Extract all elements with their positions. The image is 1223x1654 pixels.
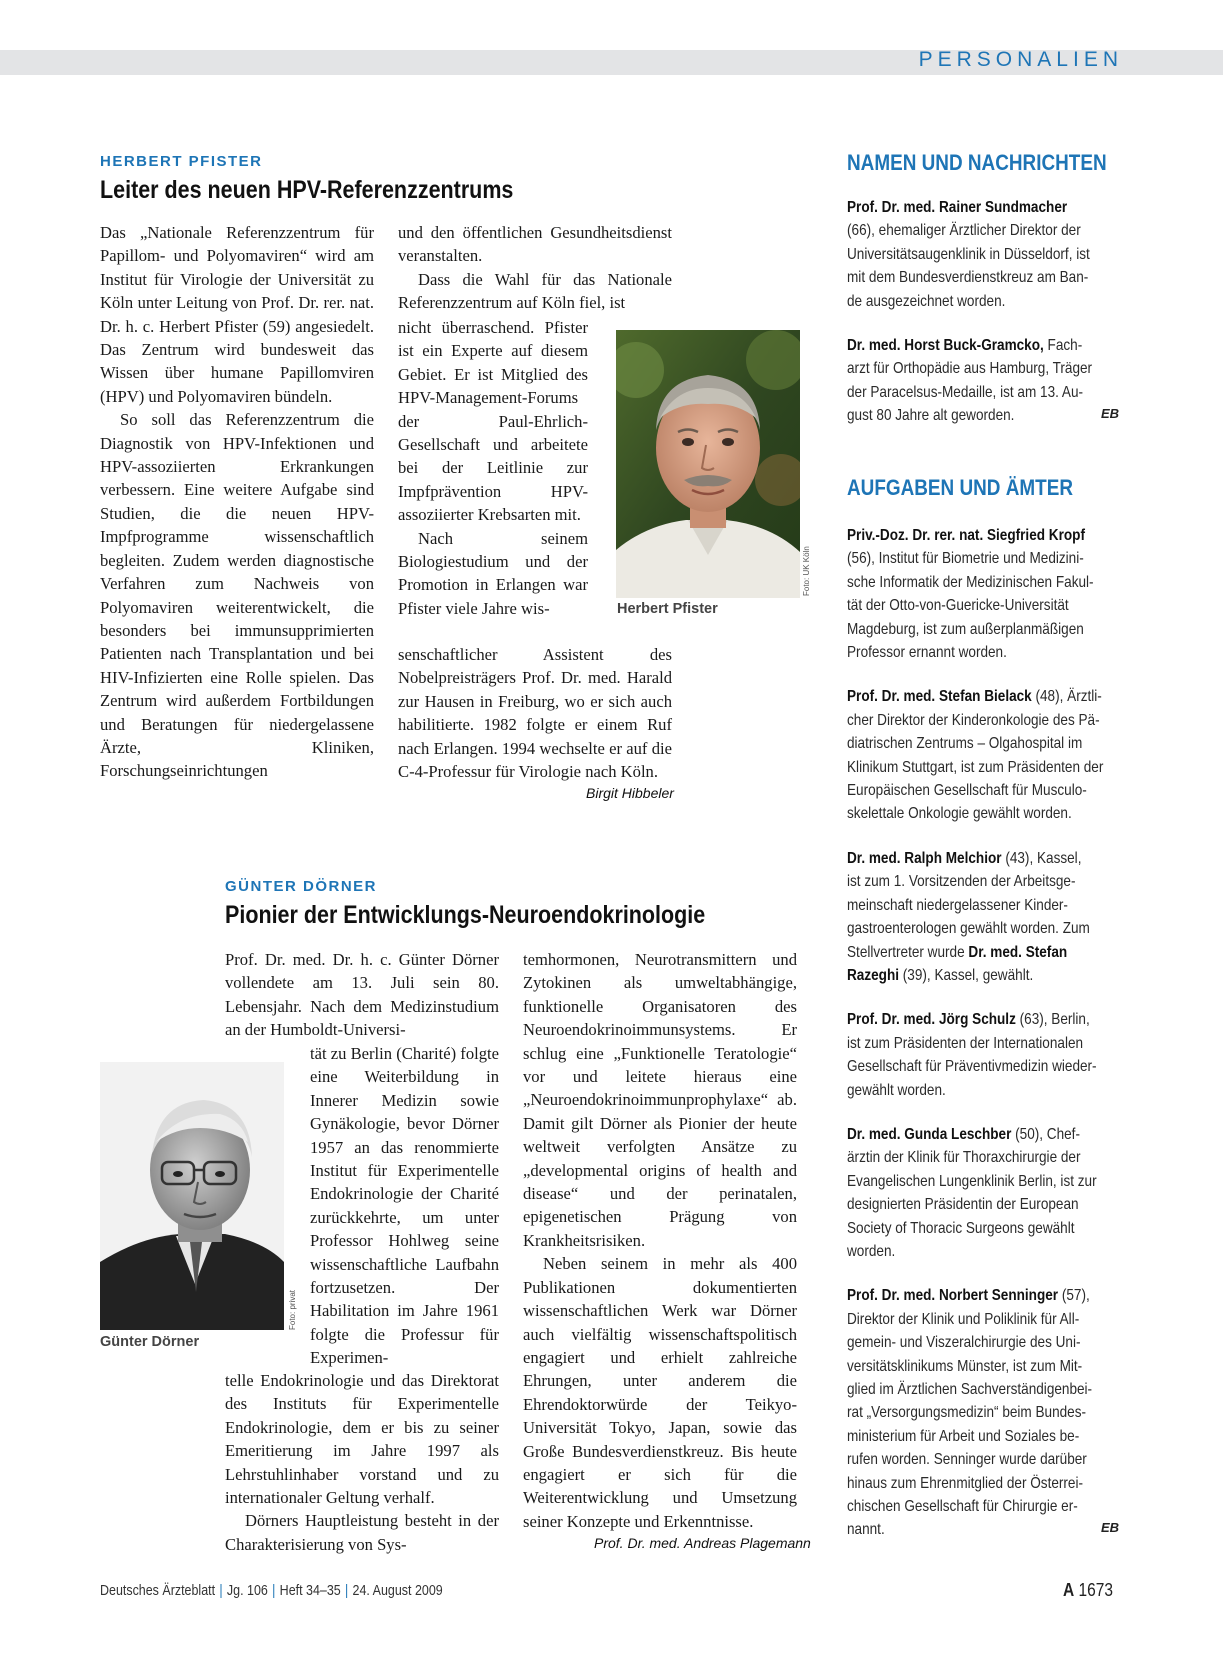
sidebar-entry-line: Europäischen Gesellschaft für Musculo-: [847, 782, 1087, 800]
article1-paragraph-5: nicht überraschend. Pfister ist ein Experte auf diesem Gebiet. Er ist Mitglied des HPV-Management-Forums der Paul-Ehrlich-Gesellschaft und arbeitete bei der Leitlinie zur Impfprävention HPV-assoziierter Krebsarten mit.: [398, 318, 588, 525]
sidebar-entry-line: Prof. Dr. med. Jörg Schulz (63), Berlin,: [847, 1011, 1090, 1029]
article2-title: Pionier der Entwicklungs-Neuroendokrinologie: [225, 901, 706, 929]
article1-paragraph-2: So soll das Referenzzentrum die Diagnostik von HPV-Infektionen und HPV-assoziierten Erkrankungen verbessern. Eine weitere Aufgabe sind Studien, die die neuen HPV-Impfprogramme wissenschaftlich begleiten. Zudem werden diagnostische Verfahren zum Nachweis von Polyomaviren weiterentwickelt, die besonders bei immunsupprimierten Patienten nach Transplantation und bei HIV-Infizierten eine Rolle spielen. Das Zentrum wird außerdem Fortbildungen und Beratungen für niedergelassene Ärzte, Kliniken, Forschungseinrichtungen: [100, 410, 374, 781]
sidebar-entry-line: rufen worden. Senninger wurde darüber: [847, 1451, 1087, 1469]
sidebar-entry-line: ist zum 1. Vorsitzenden der Arbeitsge-: [847, 873, 1076, 891]
sidebar-entry-line: glied im Ärztlichen Sachverständigenbei-: [847, 1381, 1093, 1398]
sidebar-entry-line: Gesellschaft für Präventivmedizin wieder-: [847, 1058, 1097, 1076]
page-number: A 1673: [1063, 1580, 1113, 1600]
article1-paragraph-3: und den öffentlichen Gesundheitsdienst veranstalten.: [398, 223, 672, 266]
article2-column-1-narrow: [310, 1042, 499, 1370]
article1-kicker: HERBERT PFISTER: [100, 153, 263, 170]
sidebar-entry: [847, 334, 1125, 428]
sidebar-entry: [847, 196, 1125, 313]
sidebar-entry-line: sche Informatik der Medizinischen Fakul-: [847, 573, 1094, 591]
sidebar-entry-line: designierten Präsidentin der European: [847, 1196, 1079, 1214]
editor-signature: EB: [1100, 1520, 1119, 1536]
article2-paragraph-3: telle Endokrinologie und das Direktorat des Instituts für Experimentelle Endokrinologie, dem er bis zu seiner Emeritierung im Jahre 1997 als Lehrstuhlinhaber vorstand und zu internationaler Geltung verhalf.: [225, 1371, 499, 1508]
article1-column-1: [100, 221, 374, 783]
sidebar-entry-line: arzt für Orthopädie aus Hamburg, Träger: [847, 360, 1093, 378]
footer-info: Deutsches Ärzteblatt | Jg. 106 | Heft 34–35 | 24. August 2009: [100, 1583, 443, 1599]
article1-column-2-narrow: [398, 316, 588, 620]
article2-paragraph-5: temhormonen, Neurotransmittern und Zytokinen als umweltabhängige, funktionelle Organisatoren des Neuroendokrinoimmunsystems. Er schlug eine „Funktionelle Teratologie“ vor und leitete hieraus eine „Neuroendokrinoimmunprophylaxe“ ab. Damit gilt Dörner als Pionier der heute weltweit verfolgten Ansätze zu „developmental origins of health and disease“ und der perinatalen, epigenetischen Prägung von Krankheitsrisiken.: [523, 950, 797, 1250]
sidebar-entry-line: Prof. Dr. med. Norbert Senninger (57),: [847, 1287, 1090, 1305]
sidebar-entry-line: tät der Otto-von-Guericke-Universität: [847, 597, 1069, 615]
guenter-doerner-caption: Günter Dörner: [100, 1334, 200, 1350]
sidebar-entry-line: cher Direktor der Kinderonkologie des Pä-: [847, 711, 1100, 729]
sidebar-entry-line: mit dem Bundesverdienstkreuz am Ban-: [847, 269, 1089, 287]
sidebar-entry: [847, 1284, 1125, 1541]
article2-paragraph-2: tät zu Berlin (Charité) folgte eine Weiterbildung in Innerer Medizin sowie Gynäkologie, bevor Dörner 1957 an das renommierte Institut für Experimentelle Endokrinologie der Charité zurückkehrte, um unter Professor Hohlweg seine wissenschaftliche Laufbahn fortzusetzen. Der Habilitation im Jahre 1961 folgte die Professur für Experimen-: [310, 1044, 499, 1368]
sidebar-entry-line: (66), ehemaliger Ärztlicher Direktor der: [847, 222, 1081, 240]
article1-column-2-top: [398, 221, 672, 315]
sidebar-entry-line: der Paracelsus-Medaille, ist am 13. Au-: [847, 383, 1084, 401]
sidebar-section-tasks-offices: [847, 524, 1125, 1563]
article2-column-1-bottom: [225, 1369, 499, 1556]
sidebar-entry: [847, 524, 1125, 664]
sidebar-entry-line: versitätsklinikums Münster, ist zum Mit-: [847, 1357, 1083, 1375]
sidebar-entry-line: diatrischen Zentrums – Olgahospital im: [847, 735, 1083, 753]
herbert-pfister-caption: Herbert Pfister: [617, 601, 718, 617]
sidebar-entry-line: Evangelischen Lungenklinik Berlin, ist zur: [847, 1172, 1097, 1190]
sidebar-entry-line: ministerium für Arbeit und Soziales be-: [847, 1427, 1080, 1445]
sidebar-entry: [847, 685, 1125, 825]
sidebar-entry-line: rat „Versorgungsmedizin“ beim Bundes-: [847, 1404, 1087, 1422]
article2-paragraph-1: Prof. Dr. med. Dr. h. c. Günter Dörner vollendete am 13. Juli sein 80. Lebensjahr. Nach dem Medizinstudium an der Humboldt-Universi-: [225, 950, 499, 1040]
sidebar-entry-line: Priv.-Doz. Dr. rer. nat. Siegfried Kropf: [847, 527, 1085, 544]
article1-paragraph-4: Dass die Wahl für das Nationale Referenzzentrum auf Köln fiel, ist: [398, 269, 672, 313]
sidebar-entry-line: Magdeburg, ist zum außerplanmäßigen: [847, 620, 1084, 638]
sidebar-entry-line: Universitätsaugenklinik in Düsseldorf, ist: [847, 245, 1090, 263]
article2-column-1-top: [225, 948, 499, 1042]
sidebar-entry-line: ist zum Präsidenten der Internationalen: [847, 1034, 1084, 1052]
footer-journal: Deutsches Ärzteblatt: [100, 1583, 216, 1599]
sidebar-entry-line: Dr. med. Gunda Leschber (50), Chef-: [847, 1125, 1080, 1143]
sidebar-entry-line: Prof. Dr. med. Rainer Sundmacher: [847, 199, 1068, 216]
footer-date: 24. August 2009: [352, 1583, 443, 1599]
sidebar-entry-line: Dr. med. Horst Buck-Gramcko, Fach-: [847, 337, 1083, 355]
sidebar-entry-line: Professor ernannt worden.: [847, 644, 1007, 662]
section-label: PERSONALIEN: [918, 48, 1123, 71]
article1-author: Birgit Hibbeler: [586, 785, 674, 801]
sidebar-entry-line: hinaus zum Ehrenmitglied der Österrei-: [847, 1474, 1084, 1492]
sidebar-entry-line: Society of Thoracic Surgeons gewählt: [847, 1219, 1075, 1237]
sidebar-entry-line: de ausgezeichnet worden.: [847, 292, 1006, 310]
sidebar-entry-line: nannt.: [847, 1521, 885, 1539]
sidebar-entry-line: Klinikum Stuttgart, ist zum Präsidenten der: [847, 758, 1104, 776]
sidebar-entry-line: Razeghi (39), Kassel, gewählt.: [847, 966, 1034, 984]
sidebar-heading-names-news: NAMEN UND NACHRICHTEN: [847, 150, 1107, 175]
guenter-doerner-photo-credit: Foto: privat: [288, 1289, 297, 1330]
article1-paragraph-1: Das „Nationale Referenzzentrum für Papillom- und Polyomaviren“ wird am Institut für Virologie der Universität zu Köln unter Leitung von Prof. Dr. rer. nat. Dr. h. c. Herbert Pfister (59) angesiedelt. Das Zentrum wird bundesweit das Wissen über humane Papillomviren (HPV) und Polyomaviren bündeln.: [100, 223, 374, 406]
sidebar-entry-line: Dr. med. Ralph Melchior (43), Kassel,: [847, 849, 1082, 867]
sidebar-entry-line: gemein- und Viszeralchirurgie des Uni-: [847, 1334, 1081, 1352]
sidebar-section-names-news: [847, 196, 1125, 449]
article1-paragraph-7: senschaftlicher Assistent des Nobelpreisträgers Prof. Dr. med. Harald zur Hausen in Freiburg, wo er sich auch habilitierte. 1982 folgte er einem Ruf nach Erlangen. 1994 wechselte er auf die C-4-Professur für Virologie nach Köln.: [398, 645, 672, 782]
sidebar-entry-line: (56), Institut für Biometrie und Medizini-: [847, 550, 1084, 568]
sidebar-entry-line: Stellvertreter wurde Dr. med. Stefan: [847, 943, 1068, 961]
sidebar-heading-tasks-offices: AUFGABEN UND ÄMTER: [847, 475, 1073, 500]
sidebar-entry-line: meinschaft niedergelassener Kinder-: [847, 896, 1068, 914]
sidebar-entry: [847, 847, 1125, 987]
article2-author: Prof. Dr. med. Andreas Plagemann: [594, 1535, 811, 1551]
article2-paragraph-6: Neben seinem in mehr als 400 Publikationen dokumentierten wissenschaftlichen Werk war Dörner auch vielfältig wissenschaftspolitisch engagiert und erhielt zahlreiche Ehrungen, unter anderem die Ehrendoktorwürde der Teikyo-Universität Tokyo, Japan, sowie das Große Bundesverdienstkreuz. Bis heute engagiert er sich für die Weiterentwicklung und Umsetzung seiner Konzepte und Erkenntnisse.: [523, 1254, 797, 1531]
herbert-pfister-photo-credit: Foto: UK Köln: [802, 546, 811, 596]
sidebar-entry-line: Direktor der Klinik und Poliklinik für All-: [847, 1310, 1080, 1328]
article1-paragraph-6: Nach seinem Biologiestudium und der Promotion in Erlangen war Pfister viele Jahre wis-: [398, 528, 588, 618]
editor-signature: EB: [1100, 406, 1119, 422]
article1-title: Leiter des neuen HPV-Referenzzentrums: [100, 176, 514, 204]
footer-issue: Heft 34–35: [279, 1583, 341, 1599]
sidebar-entry: [847, 1008, 1125, 1102]
sidebar-entry-line: chischen Gesellschaft für Chirurgie er-: [847, 1498, 1078, 1516]
sidebar-entry-line: skelettale Onkologie gewählt worden.: [847, 805, 1072, 823]
guenter-doerner-photo: [100, 1062, 284, 1330]
article1-column-2-bottom: [398, 643, 672, 783]
footer-volume: Jg. 106: [226, 1583, 268, 1599]
article2-column-2: [523, 948, 797, 1533]
sidebar-entry-line: gust 80 Jahre alt geworden.: [847, 407, 1015, 425]
herbert-pfister-photo: [616, 330, 800, 598]
sidebar-entry-line: Prof. Dr. med. Stefan Bielack (48), Ärztli-: [847, 688, 1102, 706]
sidebar-entry-line: gastroenterologen gewählt worden. Zum: [847, 920, 1090, 938]
sidebar-entry-line: ärztin der Klinik für Thoraxchirurgie der: [847, 1149, 1081, 1167]
article2-paragraph-4: Dörners Hauptleistung besteht in der Charakterisierung von Sys-: [225, 1511, 499, 1554]
article2-kicker: GÜNTER DÖRNER: [225, 878, 378, 895]
sidebar-entry-line: gewählt worden.: [847, 1081, 946, 1099]
sidebar-entry-line: worden.: [847, 1242, 896, 1260]
sidebar-entry: [847, 1123, 1125, 1263]
